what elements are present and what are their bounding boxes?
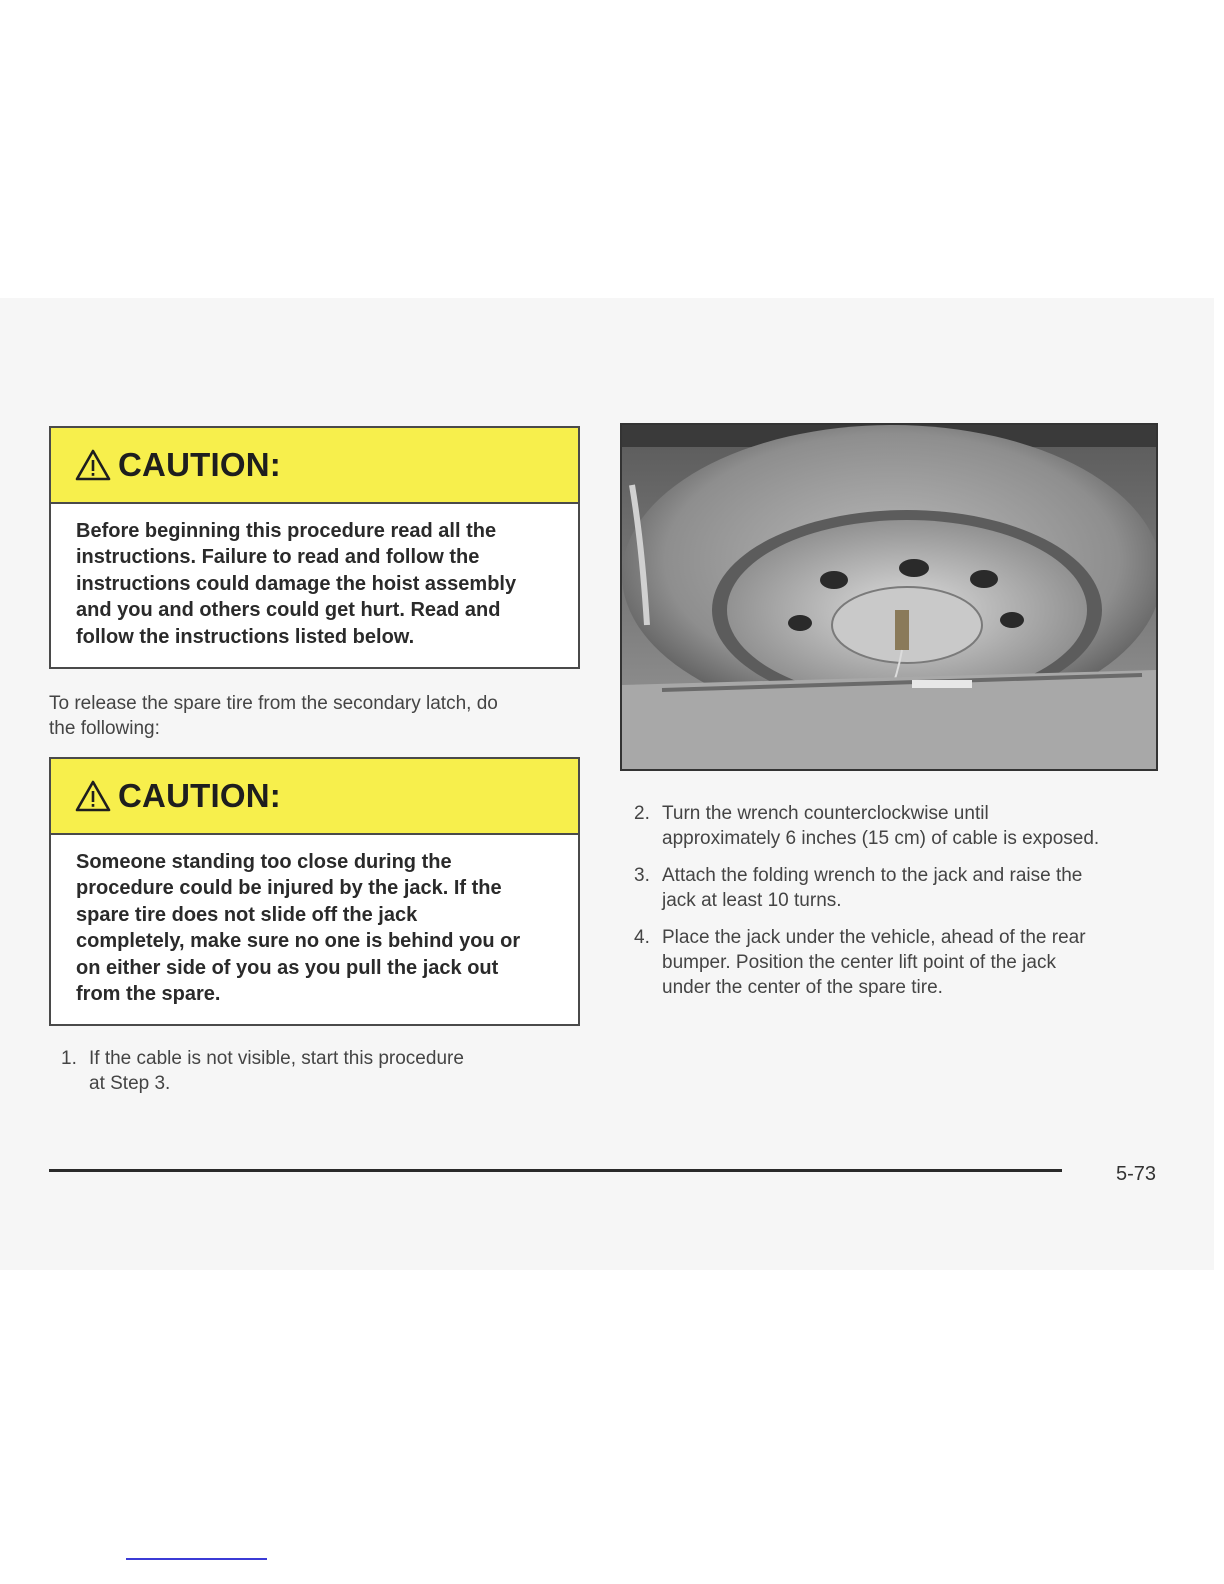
step-line: at Step 3. xyxy=(89,1073,171,1094)
spare-tire-illustration xyxy=(622,425,1156,769)
footer-rule xyxy=(49,1169,1062,1172)
step-line: Turn the wrench counterclockwise until xyxy=(662,803,989,824)
caution-line: Before beginning this procedure read all the xyxy=(76,520,497,542)
step-line: If the cable is not visible, start this procedure xyxy=(89,1048,464,1069)
list-item xyxy=(634,863,1194,913)
page-number: 5-73 xyxy=(1116,1163,1157,1185)
step-number: 2. xyxy=(634,803,650,824)
caution-line: instructions could damage the hoist assembly xyxy=(76,572,517,595)
step-line: under the center of the spare tire. xyxy=(662,977,943,998)
step-number: 1. xyxy=(61,1048,77,1069)
step-number: 4. xyxy=(634,927,650,948)
step-line: approximately 6 inches (15 cm) of cable is exposed. xyxy=(662,828,1100,849)
caution-box-2 xyxy=(49,757,580,1026)
step-text xyxy=(662,863,1082,913)
intro-line: the following: xyxy=(49,717,160,739)
intro-paragraph xyxy=(49,692,498,741)
caution-line: on either side of you as you pull the jack out xyxy=(76,956,499,979)
step-line: bumper. Position the center lift point of the jack xyxy=(662,952,1056,973)
list-item xyxy=(634,925,1194,1000)
list-item xyxy=(61,1046,541,1096)
caution-line: follow the instructions listed below. xyxy=(76,625,415,648)
spare-tire-photo xyxy=(620,423,1158,771)
step-line: jack at least 10 turns. xyxy=(662,890,842,911)
caution-header xyxy=(51,759,578,835)
caution-line: procedure could be injured by the jack. If the xyxy=(76,877,502,900)
caution-text xyxy=(51,835,578,1007)
warning-triangle-icon xyxy=(74,448,112,482)
step-number: 3. xyxy=(634,865,650,886)
caution-title: CAUTION: xyxy=(118,777,281,814)
caution-line: and you and others could get hurt. Read and xyxy=(76,599,501,622)
caution-header xyxy=(51,428,578,504)
link-underline[interactable] xyxy=(126,1558,267,1560)
caution-text xyxy=(51,504,578,650)
caution-title: CAUTION: xyxy=(118,446,281,483)
steps-left xyxy=(61,1046,541,1108)
caution-line: completely, make sure no one is behind you or xyxy=(76,930,521,953)
caution-line: instructions. Failure to read and follow the xyxy=(76,546,480,569)
caution-line: Someone standing too close during the xyxy=(76,851,452,873)
caution-line: spare tire does not slide off the jack xyxy=(76,903,418,926)
step-text xyxy=(662,801,1099,851)
intro-line: To release the spare tire from the secondary latch, do xyxy=(49,693,498,714)
step-line: Attach the folding wrench to the jack and raise the xyxy=(662,865,1083,886)
step-text xyxy=(662,925,1086,1000)
steps-right xyxy=(634,801,1194,1012)
step-line: Place the jack under the vehicle, ahead of the rear xyxy=(662,927,1086,948)
step-text xyxy=(89,1046,464,1096)
list-item xyxy=(634,801,1194,851)
caution-box-1 xyxy=(49,426,580,669)
caution-line: from the spare. xyxy=(76,983,221,1006)
warning-triangle-icon xyxy=(74,779,112,813)
